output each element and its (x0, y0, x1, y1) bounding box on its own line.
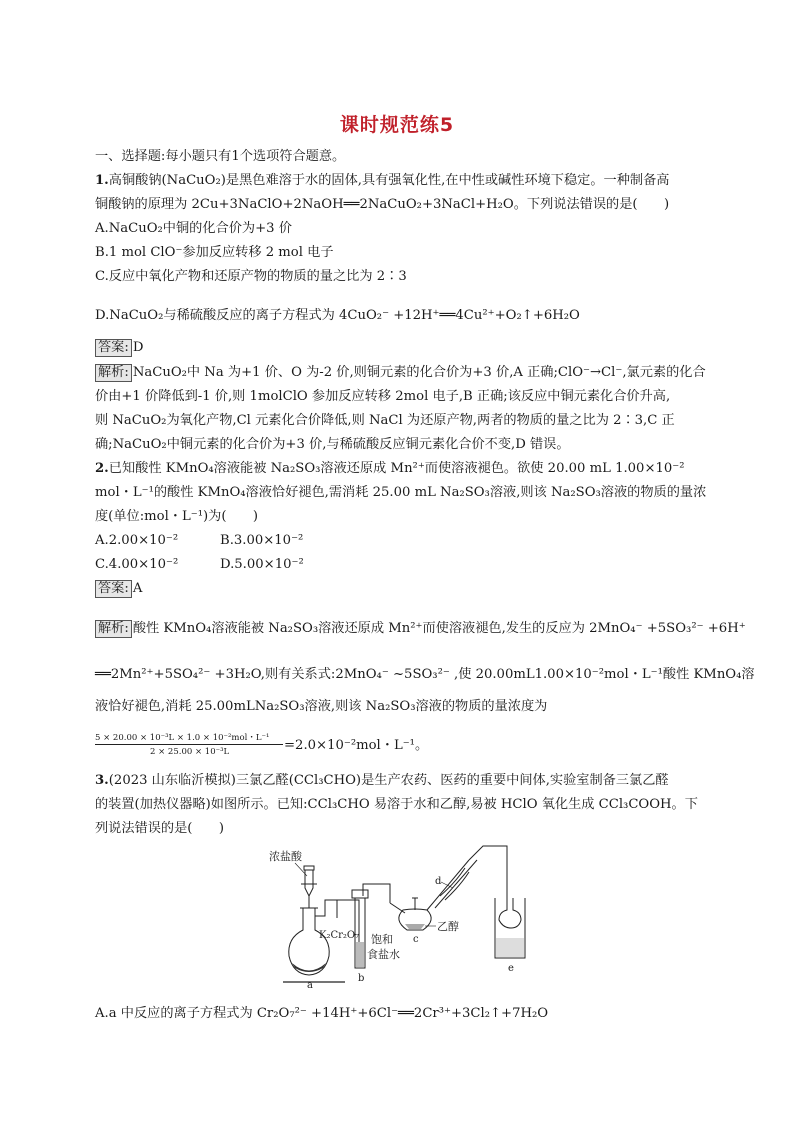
answer-label: 答案: (95, 580, 132, 598)
fraction-bar (95, 744, 283, 745)
q3-option-a: A.a 中反应的离子方程式为 Cr₂O₇²⁻ +14H⁺+6Cl⁻══2Cr³⁺+3Cl₂↑+7H₂O (95, 1006, 549, 1021)
apparatus-figure (255, 838, 555, 988)
q2-stem-line1 (95, 460, 685, 478)
q2-option-c: C.4.00×10⁻² (95, 557, 179, 572)
fraction-numerator: 5 × 20.00 × 10⁻³L × 1.0 × 10⁻²mol・L⁻¹ (95, 733, 270, 743)
q2-number: 2. (95, 461, 109, 476)
q2-analysis-line1 (95, 620, 746, 638)
q2-option-a: A.2.00×10⁻² (95, 533, 179, 548)
q2-stem-line3: 度(单位:mol・L⁻¹)为( ) (95, 509, 259, 524)
label-a: a (307, 980, 313, 988)
answer-value: D (132, 340, 144, 355)
label-brine-2: 食盐水 (367, 948, 400, 961)
q1-stem-line2: 铜酸钠的原理为 2Cu+3NaClO+2NaOH══2NaCuO₂+3NaCl+H₂O。下列说法错误的是( ) (95, 197, 670, 212)
q2-stem-line2: mol・L⁻¹的酸性 KMnO₄溶液恰好褪色,需消耗 25.00 mL Na₂SO₃溶液,则该 Na₂SO₃溶液的物质的量浓 (95, 485, 707, 500)
q3-number: 3. (95, 773, 109, 788)
q2-analysis-line3: 液恰好褪色,消耗 25.00mLNa₂SO₃溶液,则该 Na₂SO₃溶液的物质的量浓度为 (95, 699, 548, 714)
q1-analysis-line1 (95, 364, 706, 382)
label-conc-hcl: 浓盐酸 (269, 850, 302, 863)
fraction-result: =2.0×10⁻²mol・L⁻¹。 (284, 738, 429, 753)
q1-analysis-line4: 确;NaCuO₂中铜元素的化合价为+3 价,与稀硫酸反应铜元素化合价不变,D 错误。 (95, 437, 570, 452)
label-ethanol: 乙醇 (437, 920, 459, 933)
fraction-denominator: 2 × 25.00 × 10⁻³L (150, 747, 230, 757)
q1-analysis-line2: 价由+1 价降低到-1 价,则 1molClO 参加反应转移 2mol 电子,B 正确;该反应中铜元素化合价升高, (95, 389, 671, 404)
q1-number: 1. (95, 173, 109, 188)
label-c: c (413, 934, 419, 945)
q1-stem-text1: 高铜酸钠(NaCuO₂)是黑色难溶于水的固体,具有强氧化性,在中性或碱性环境下稳定。一种制备高 (108, 173, 670, 188)
q3-stem-line1 (95, 772, 669, 790)
q3-stem-text1: (2023 山东临沂模拟)三氯乙醛(CCl₃CHO)是生产农药、医药的重要中间体,实验室制备三氯乙醛 (108, 773, 669, 788)
page-title: 课时规范练5 (339, 114, 455, 136)
q1-option-b: B.1 mol ClO⁻参加反应转移 2 mol 电子 (95, 245, 334, 260)
answer-label: 答案: (95, 339, 132, 357)
q2-option-b: B.3.00×10⁻² (220, 533, 304, 548)
q1-analysis-line3: 则 NaCuO₂为氧化产物,Cl 元素化合价降低,则 NaCl 为还原产物,两者的物质的量之比为 2∶3,C 正 (95, 413, 675, 428)
q3-stem-line3: 列说法错误的是( ) (95, 821, 224, 836)
q2-analysis-text1: 酸性 KMnO₄溶液能被 Na₂SO₃溶液还原成 Mn²⁺而使溶液褪色,发生的反应为 2MnO₄⁻ +5SO₃²⁻ +6H⁺ (132, 621, 746, 636)
label-d: d (435, 876, 442, 887)
q3-stem-line2: 的装置(加热仪器略)如图所示。已知:CCl₃CHO 易溶于水和乙醇,易被 HClO 氧化生成 CCl₃COOH。下 (95, 797, 698, 812)
q2-stem-text1: 已知酸性 KMnO₄溶液能被 Na₂SO₃溶液还原成 Mn²⁺而使溶液褪色。欲使 20.00 mL 1.00×10⁻² (108, 461, 685, 476)
q2-option-d: D.5.00×10⁻² (220, 557, 304, 572)
answer-value: A (132, 581, 143, 596)
q1-option-a: A.NaCuO₂中铜的化合价为+3 价 (95, 221, 292, 236)
q1-option-d: D.NaCuO₂与稀硫酸反应的离子方程式为 4CuO₂⁻ +12H⁺══4Cu²⁺+O₂↑+6H₂O (95, 308, 580, 323)
q1-option-c: C.反应中氧化产物和还原产物的物质的量之比为 2∶3 (95, 269, 407, 284)
q1-stem-line1 (95, 172, 669, 190)
analysis-label: 解析: (95, 620, 132, 638)
q1-analysis-text1: NaCuO₂中 Na 为+1 价、O 为-2 价,则铜元素的化合价为+3 价,A 正确;ClO⁻→Cl⁻,氯元素的化合 (132, 365, 706, 380)
label-brine-1: 饱和 (371, 933, 393, 946)
q2-answer (95, 580, 142, 598)
label-e: e (508, 963, 514, 974)
section-heading: 一、选择题:每小题只有1个选项符合题意。 (95, 149, 346, 164)
q2-analysis-line2: ══2Mn²⁺+5SO₄²⁻ +3H₂O,则有关系式:2MnO₄⁻ ~5SO₃²⁻ ,使 20.00mL1.00×10⁻²mol・L⁻¹酸性 KMnO₄溶 (95, 667, 755, 682)
label-b: b (358, 973, 365, 984)
q1-answer (95, 339, 143, 357)
analysis-label: 解析: (95, 364, 132, 382)
label-k2cr2o7: K₂Cr₂O₇ (319, 930, 360, 941)
